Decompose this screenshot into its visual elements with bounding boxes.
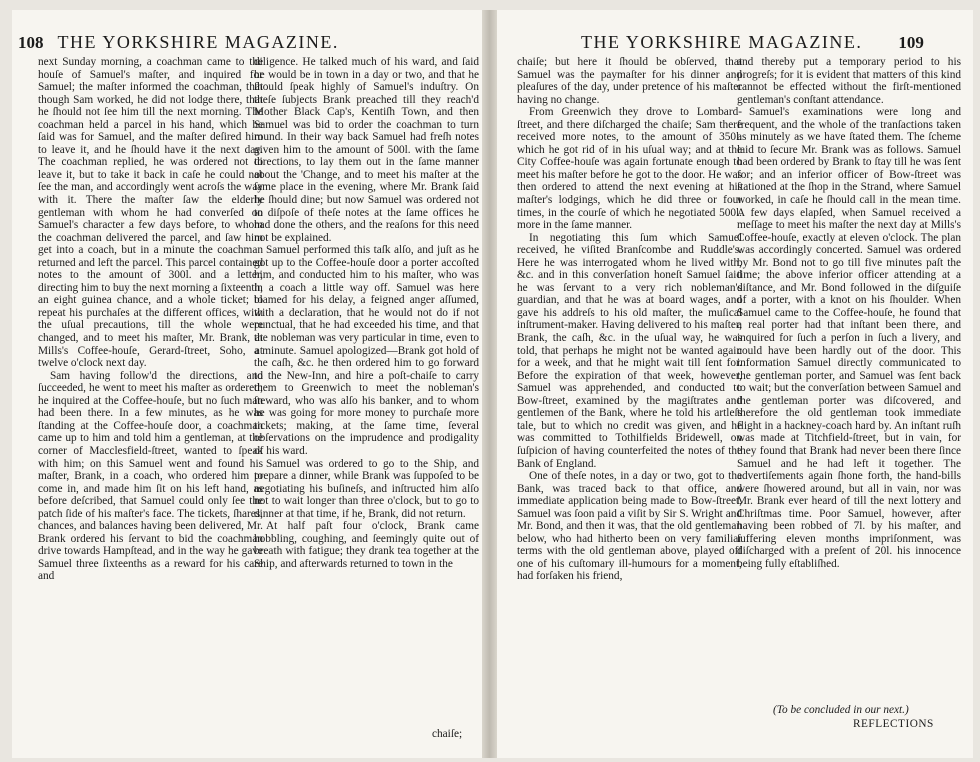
right-page-number: 109 (898, 33, 924, 52)
continuation-note: (To be concluded in our next.) (773, 704, 909, 716)
right-catchword: REFLECTIONS (853, 718, 934, 730)
right-column-1 (517, 56, 742, 583)
paragraph: Samuel was ordered to go to the Ship, and prepare a dinner, while Brank was ſuppoſed to be negotiating his buſineſs, and inſtructed him alſo not to wait longer than three o'clock, but to go to dinner at that time, if he, Brank, did not return. (254, 457, 479, 520)
paragraph: Samuel performed this taſk alſo, and juſt as he got up to the Coffee-houſe door a porter accoſted him, and conducted him to his maſter, who was in a coach a little way off. Samuel was here blamed for his delay, a feigned anger aſſumed, with a declaration, that he would not do if not punctual, that he had exceeded his time, and that the nobleman was very particular in time, even to a minute. Samuel apologized—Brank got hold of the caſh, &c. he then ordered him to go forward to the New-Inn, and hire a poſt-chaiſe to carry them to Greenwich to meet the nobleman's ſteward, who was alſo his banker, and to whom he was going for more money to purchaſe more tickets; making, at the ſame time, ſeveral obſervations on the imprudence and prodigality of his ward. (254, 244, 479, 457)
paragraph: diligence. He talked much of his ward, and ſaid he would be in town in a day or two, and that he ſhould ſpeak highly of Samuel's induſtry. On theſe ſubjects Brank preached till they reach'd Mother Black Cap's, Kentiſh Town, and then Samuel was bid to order the coachman to turn round. In their way back Samuel had freſh notes given him to the amount of 500l. with the ſame directions, to lay them out in the ſame manner about the 'Change, and to meet his maſter at the ſame place in the evening, where Mr. Brank ſaid he ſhould dine; but now Samuel was ordered not to diſpoſe of theſe notes at the ſame offices he had done the others, and the reaſons for this need not be explained. (254, 56, 479, 244)
left-catchword: chaiſe; (432, 728, 463, 740)
right-running-head (581, 32, 924, 53)
left-running-title: THE YORKSHIRE MAGAZINE. (57, 32, 339, 52)
paragraph: chaiſe; but here it ſhould be obſerved, that Samuel was the paymaſter for his dinner and pleaſures of the day, under pretence of his maſter having no change. (517, 56, 742, 106)
paragraph: Samuel's examinations were long and frequent, and the whole of the tranſactions taken as minutely as we have ſtated them. The ſcheme laid to ſecure Mr. Brank was as follows. Samuel had been ordered by Brank to ſtay till he was ſent for; and an inferior officer of Bow-ſtreet was ſtationed at the ſhop in the Strand, where Samuel worked, in caſe he ſhould call in the mean time. A few days elapſed, when Samuel received a meſſage to meet his maſter the next day at Mills's Coffee-houſe, exactly at eleven o'clock. The plan was accordingly concerted. Samuel was ordered by Mr. Bond not to go till five minutes paſt the time; the above inferior officer attending at a diſtance, and Mr. Bond followed in the diſguiſe of a porter, with a knot on his ſhoulder. When Samuel came to the Coffee-houſe, he found that a real porter had that inſtant been there, and inquired for ſuch a perſon in ſuch a livery, and could have been hardly out of the door. This information Samuel directly communicated to the gentleman porter, and Samuel was ſent back to wait; but the converſation between Samuel and the gentleman porter was diſcovered, and therefore the old gentleman took immediate flight in a hackney-coach hard by. An inſtant ruſh was made at Titchfield-ſtreet, but in vain, for they found that Brank had never been there ſince Samuel and he had left it together. The advertiſements again ſhone forth, the hand-bills were ſhowered around, but all in vain, nor was Mr. Brank ever heard of till the next lottery and Chriſtmas time. Poor Samuel, however, after having been robbed of 7l. by his maſter, and ſuffering eleven months impriſonment, was diſcharged with a preſent of 20l. his innocence being fully eſtabliſhed. (737, 106, 961, 570)
left-page (12, 10, 482, 758)
paragraph: From Greenwich they drove to Lombard-ſtreet, and there diſcharged the chaiſe; Sam there received more notes, to the amount of 350l. which he got rid of in his uſual way; and at the City Coffee-houſe was again fortunate enough to meet his maſter before he got to the door. He was then ordered to attend the next evening at his maſter's lodgings, which he did three or four times, in the courſe of which he negotiated 500l. more in the ſame manner. (517, 106, 742, 232)
right-column-2 (737, 56, 961, 570)
right-page (497, 10, 973, 758)
paragraph: One of theſe notes, in a day or two, got to the Bank, was traced back to that office, and immediate application being made to Bow-ſtreet, Samuel was ſoon paid a viſit by Sir S. Wright and Mr. Bond, and then it was, that the old gentleman below, who had hitherto been on very familiar terms with the old gentleman above, played off one of his cuſtomary ill-humours for a moment, had forſaken his friend, (517, 470, 742, 583)
paragraph: In negotiating this ſum which Samuel received, he viſited Branſcombe and Ruddle's. Here he was interrogated whom he lived with, &c. and in this converſation honeſt Samuel ſaid he was ſervant to a very rich nobleman's guardian, and that he was at board wages, and gave his addreſs to his old maſter, the muſical inſtrument-maker. Having delivered to his maſter, Brank, the caſh, &c. in the uſual way, he was told, that perhaps he might not be wanted again for a week, and that he might wait till ſent for. Before the expiration of that week, however, Samuel was apprehended, and conducted to Bow-ſtreet, examined by the magiſtrates and gentlemen of the Bank, where he told his artleſs tale, but to which no credit was given, and he was committed to Tothilfields Bridewell, on ſuſpicion of having counterfeited the notes of the Bank of England. (517, 231, 742, 470)
paragraph: At half paſt four o'clock, Brank came hobbling, coughing, and ſeemingly quite out of breath with fatigue; they drank tea together at the Ship, and afterwards returned to town in the (254, 520, 479, 570)
paragraph: Sam having follow'd the directions, and ſucceeded, he went to meet his maſter as ordered; he inquired at the Coffee-houſe, but no ſuch man had been there. In a few minutes, as he was ſtanding at the Coffee-houſe door, a coachman came up to him and told him a gentleman, at the corner of Macclesfield-ſtreet, wanted to ſpeak with him; on this Samuel went and found his maſter, Brank, in a coach, who ordered him to come in, and made him ſit on his left hand, as before deſcribed, that Samuel could only ſee the patch ſide of his maſter's face. The tickets, ſhares, chances, and balances having been delivered, Mr. Brank ordered his ſervant to bid the coachman drive towards Hampſtead, and in the way he gave Samuel three ſixteenths as a reward for his care and (38, 369, 263, 583)
paragraph: and thereby put a temporary period to his progreſs; for it is evident that matters of this kind cannot be effected without the firſt-mentioned gentleman's conſtant attendance. (737, 56, 961, 106)
book-gutter (482, 10, 497, 758)
left-column-1 (38, 56, 263, 583)
left-page-number: 108 (18, 33, 44, 52)
left-column-2 (254, 56, 479, 570)
right-running-title: THE YORKSHIRE MAGAZINE. (581, 32, 863, 52)
paragraph: next Sunday morning, a coachman came to the houſe of Samuel's maſter, and inquired for Samuel; the maſter informed the coachman, that though Sam worked, he did not lodge there, that he ſhould not ſee him till the next morning. The coachman held a parcel in his hand, which he ſaid was for Samuel, and the maſter deſired him to leave it, and he ſhould have it the next day. The coachman replied, he was ordered not to leave it, but to take it back in caſe he could not ſee the man, and accordingly went acroſs the way with it. There the maſter ſaw the elderly gentleman with whom he had converſed on Samuel's character a few days before, to whom the coachman delivered the parcel, and ſaw him get into a coach, but in a minute the coachman returned and left the parcel. This parcel contained notes to the amount of 300l. and a letter, directing him to buy the next morning a ſixteenth, an eight guinea chance, and a whole ticket; to repeat his purchaſes at the different offices, with the uſual precautions, till the whole were changed, and to meet his maſter, Mr. Brank, at Mills's Coffee-houſe, Gerard-ſtreet, Soho, at twelve o'clock next day. (38, 56, 263, 370)
left-running-head (18, 32, 339, 53)
